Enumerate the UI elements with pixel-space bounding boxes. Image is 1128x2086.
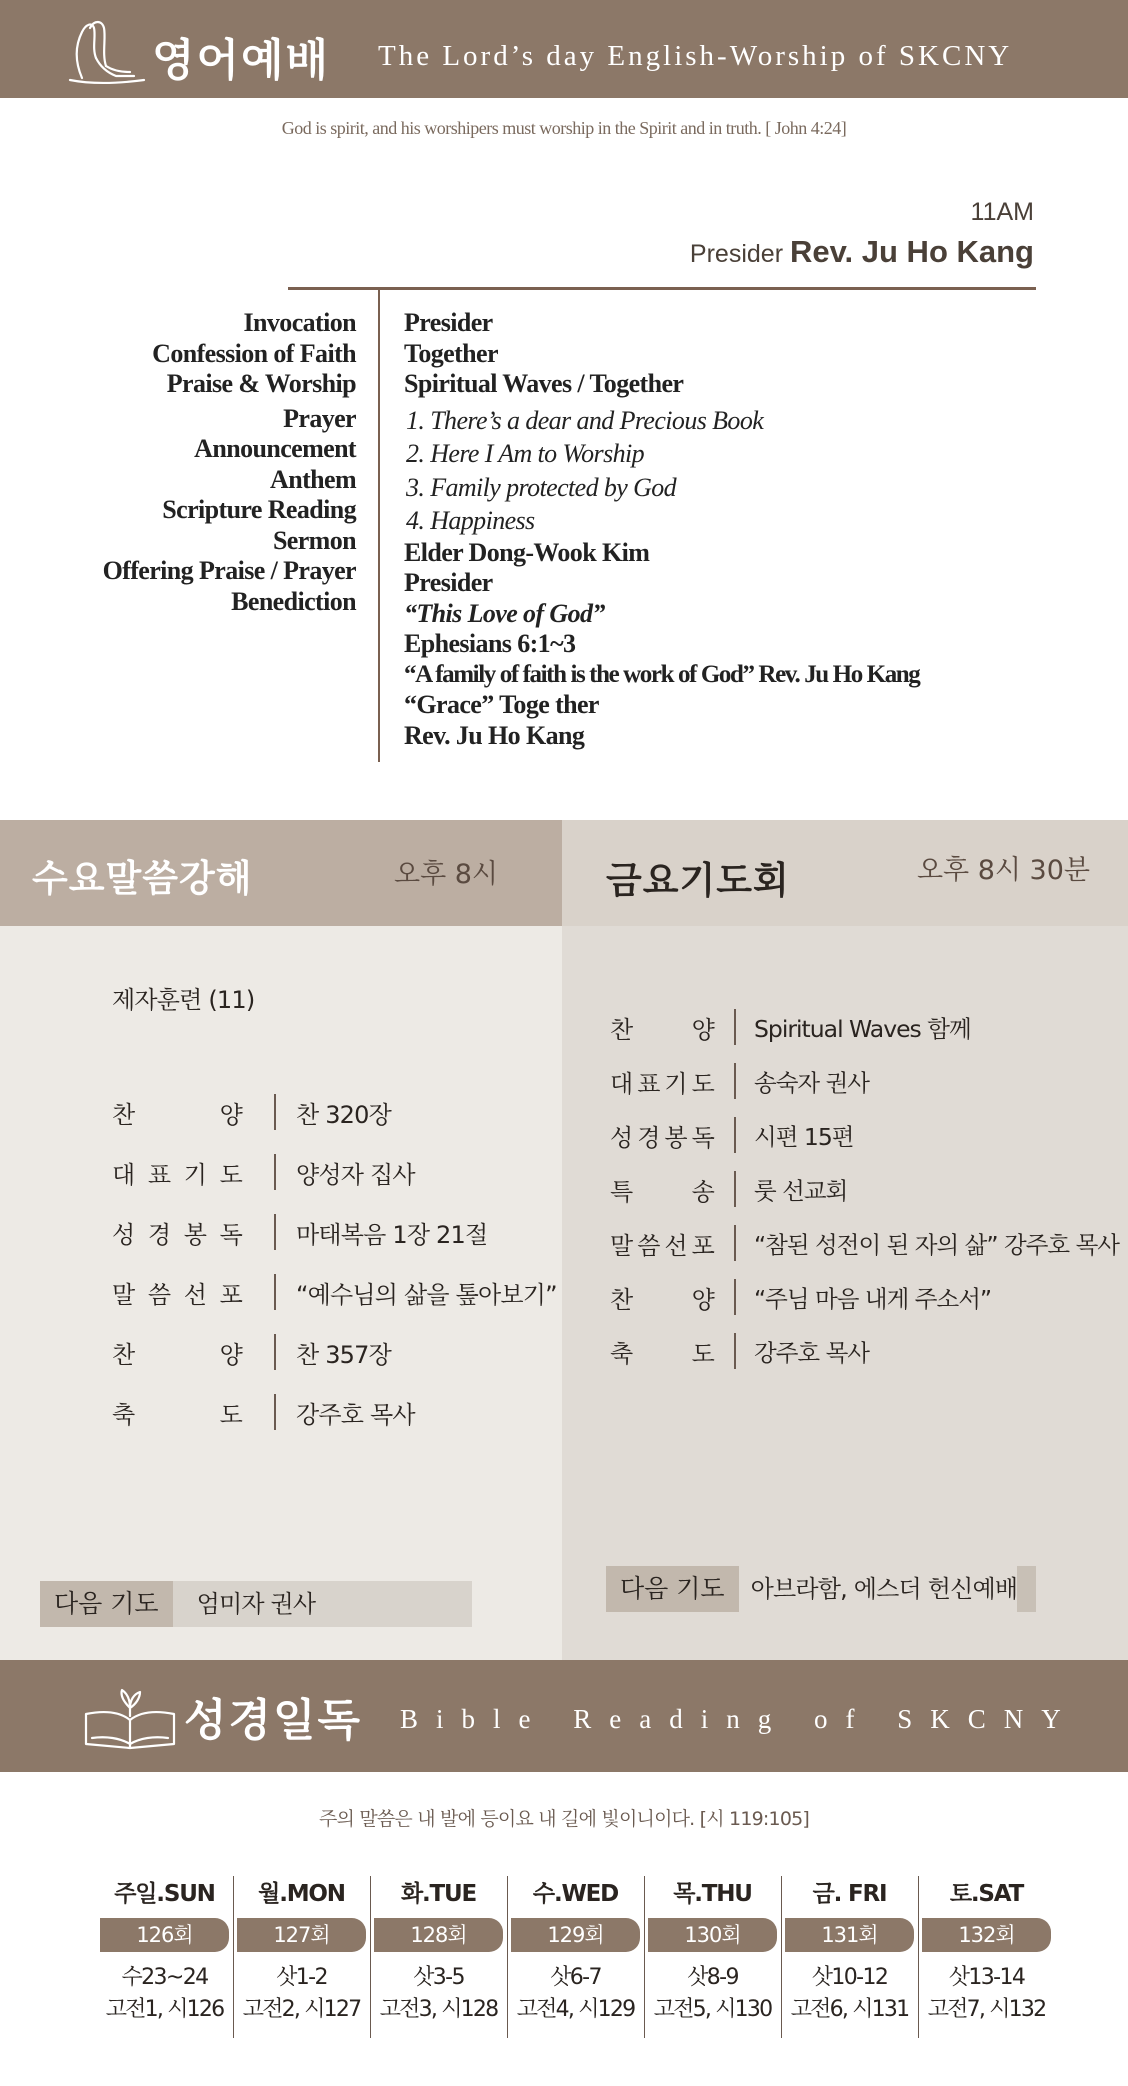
reading-day xyxy=(918,1870,1055,2026)
program-label-char: 씀 xyxy=(147,1280,171,1309)
program-row xyxy=(610,1324,1119,1378)
reading-ot: 수23~24 xyxy=(121,1965,208,1990)
program-divider xyxy=(734,1225,736,1261)
reading-nt: 고전4, 시129 xyxy=(516,1997,635,2022)
program-label-char: 포 xyxy=(219,1280,242,1309)
order-label: Prayer xyxy=(283,403,356,433)
program-label-char: 표 xyxy=(147,1160,171,1189)
bible-reading-band xyxy=(0,1660,1128,1772)
reading-number: 129회 xyxy=(511,1918,640,1952)
bible-title-ko: 성경일독 xyxy=(184,1695,363,1746)
order-value: “Grace” Toge ther xyxy=(404,690,599,719)
friday-program xyxy=(610,1000,1119,1378)
order-label: Praise & Worship xyxy=(166,369,356,398)
program-label xyxy=(610,1334,714,1369)
friday-time: 오후 8시 30분 xyxy=(916,855,1090,886)
program-row xyxy=(112,1082,557,1142)
program-divider xyxy=(274,1094,276,1130)
friday-panel xyxy=(562,926,1128,1660)
reading-number: 128회 xyxy=(374,1918,503,1952)
program-label-char: 찬 xyxy=(112,1340,135,1369)
wednesday-program xyxy=(112,1082,557,1442)
song-item: 2. Here I Am to Worship xyxy=(406,439,645,468)
reading-ot: 삿1-2 xyxy=(276,1965,327,1990)
order-value: Rev. Ju Ho Kang xyxy=(404,720,585,750)
program-row xyxy=(610,1000,1119,1054)
program-divider xyxy=(274,1154,276,1190)
program-label-char: 양 xyxy=(219,1100,242,1129)
reading-day xyxy=(96,1870,233,2026)
day-name: 월.MON xyxy=(258,1881,345,1907)
program-value: 룻 선교회 xyxy=(754,1177,848,1205)
reading-day xyxy=(370,1870,507,2026)
order-value: Presider xyxy=(404,568,493,597)
program-label-char: 독 xyxy=(219,1220,242,1249)
order-value: Ephesians 6:1~3 xyxy=(404,629,576,658)
program-label-char: 양 xyxy=(691,1015,714,1044)
reading-schedule xyxy=(96,1870,1055,2026)
next-prayer-value: 엄미자 권사 xyxy=(196,1590,316,1618)
program-label-char: 양 xyxy=(691,1285,714,1314)
program-value: “주님 마음 내게 주소서” xyxy=(754,1285,992,1313)
program-value: 송숙자 권사 xyxy=(754,1069,869,1097)
program-label-char: 도 xyxy=(219,1400,242,1429)
reading-ot: 삿10-12 xyxy=(811,1965,888,1990)
program-value: 강주호 목사 xyxy=(296,1400,415,1429)
reading-nt: 고전6, 시131 xyxy=(790,1997,909,2022)
song-item: 4. Happiness xyxy=(406,506,535,535)
program-label-char: 도 xyxy=(219,1160,242,1189)
reading-number: 127회 xyxy=(237,1918,366,1952)
presider-name: Rev. Ju Ho Kang xyxy=(789,234,1034,269)
program-label-char: 표 xyxy=(637,1069,660,1098)
program-value: 시편 15편 xyxy=(754,1123,854,1151)
program-label-char: 선 xyxy=(183,1280,207,1309)
program-label xyxy=(112,1155,242,1190)
reading-ot: 삿13-14 xyxy=(948,1965,1025,1990)
order-labels xyxy=(103,308,356,617)
reading-ot: 삿3-5 xyxy=(413,1965,464,1990)
program-label-char: 경 xyxy=(147,1220,171,1249)
divider-horizontal xyxy=(288,287,1036,290)
order-label: Announcement xyxy=(194,434,356,463)
friday-header xyxy=(562,820,1128,926)
wednesday-header xyxy=(0,820,562,926)
program-row xyxy=(112,1382,557,1442)
program-divider xyxy=(734,1063,736,1099)
reading-number: 131회 xyxy=(785,1918,914,1952)
program-divider xyxy=(734,1333,736,1369)
program-label xyxy=(610,1280,714,1315)
praying-hands-icon xyxy=(60,14,150,90)
program-label xyxy=(610,1010,714,1045)
program-value: 양성자 집사 xyxy=(296,1160,415,1189)
header-band xyxy=(0,0,1128,98)
program-label-char: 독 xyxy=(691,1123,714,1152)
program-value: 마태복음 1장 21절 xyxy=(296,1220,488,1249)
reading-ot: 삿8-9 xyxy=(687,1965,738,1990)
presider-line xyxy=(690,234,1034,270)
program-row xyxy=(610,1162,1119,1216)
program-label-char: 씀 xyxy=(637,1231,660,1260)
order-label: Invocation xyxy=(243,308,356,337)
program-row xyxy=(112,1142,557,1202)
order-value: “A family of faith is the work of God” Rev. Ju Ho Kang xyxy=(404,660,920,688)
order-values xyxy=(404,308,919,751)
order-label: Offering Praise / Prayer xyxy=(102,556,356,585)
reading-number: 126회 xyxy=(100,1918,229,1952)
reading-ot: 삿6-7 xyxy=(550,1965,601,1990)
program-row xyxy=(610,1108,1119,1162)
day-name: 금. FRI xyxy=(812,1881,887,1907)
day-name: 주일.SUN xyxy=(114,1881,215,1907)
reading-nt: 고전5, 시130 xyxy=(653,1997,772,2022)
program-value: 강주호 목사 xyxy=(754,1339,869,1367)
bible-verse: 주의 말씀은 내 발에 등이요 내 길에 빛이니이다. [시 119:105] xyxy=(318,1808,810,1830)
presider-label: Presider xyxy=(689,240,784,268)
program-row xyxy=(610,1054,1119,1108)
order-value: Elder Dong-Wook Kim xyxy=(404,537,650,567)
wednesday-panel xyxy=(0,926,562,1660)
order-value: Spiritual Waves / Together xyxy=(404,369,684,398)
program-label-char: 찬 xyxy=(112,1100,135,1129)
program-label-char: 특 xyxy=(610,1177,633,1206)
reading-number: 132회 xyxy=(922,1918,1051,1952)
bible-title-en: Bible Reading of SKCNY xyxy=(400,1704,1079,1734)
program-row xyxy=(112,1262,557,1322)
program-label-char: 봉 xyxy=(183,1220,207,1249)
reading-nt: 고전2, 시127 xyxy=(242,1997,361,2022)
next-prayer-label: 다음 기도 xyxy=(606,1566,739,1612)
program-label-char: 말 xyxy=(610,1231,633,1260)
header-title-en: The Lord’s day English-Worship of SKCNY xyxy=(378,40,1013,72)
program-label xyxy=(610,1064,714,1099)
reading-day xyxy=(233,1870,370,2026)
day-name: 토.SAT xyxy=(949,1881,1024,1907)
program-divider xyxy=(274,1334,276,1370)
program-value: 찬 320장 xyxy=(296,1100,392,1129)
program-label-char: 봉 xyxy=(664,1123,687,1152)
day-name: 목.THU xyxy=(673,1881,752,1907)
program-label-char: 축 xyxy=(610,1339,633,1368)
wednesday-next-prayer xyxy=(40,1581,472,1627)
reading-nt: 고전7, 시132 xyxy=(927,1997,1046,2022)
reading-nt: 고전1, 시126 xyxy=(105,1997,224,2022)
program-row xyxy=(610,1216,1119,1270)
program-label xyxy=(112,1395,242,1430)
program-label-char: 축 xyxy=(112,1400,135,1429)
reading-number: 130회 xyxy=(648,1918,777,1952)
program-label-char: 말 xyxy=(112,1280,135,1309)
day-name: 화.TUE xyxy=(400,1881,477,1907)
program-label xyxy=(610,1118,714,1153)
wednesday-time: 오후 8시 xyxy=(394,859,499,890)
program-label xyxy=(610,1172,714,1207)
program-row xyxy=(112,1322,557,1382)
next-prayer-value: 아브라함, 에스더 헌신예배 xyxy=(739,1566,1018,1612)
reading-day xyxy=(781,1870,918,2026)
program-label-char: 송 xyxy=(691,1177,714,1206)
program-value: “참된 성전이 된 자의 삶” 강주호 목사 xyxy=(754,1231,1119,1259)
order-label: Confession of Faith xyxy=(152,338,356,368)
program-divider xyxy=(734,1171,736,1207)
order-value: Together xyxy=(404,338,498,368)
reading-day xyxy=(644,1870,781,2026)
program-divider xyxy=(734,1279,736,1315)
program-value: Spiritual Waves 함께 xyxy=(754,1015,971,1043)
program-divider xyxy=(274,1394,276,1430)
program-divider xyxy=(734,1009,736,1045)
program-label-char: 대 xyxy=(610,1069,633,1098)
program-label-char: 기 xyxy=(183,1160,207,1189)
program-label-char: 도 xyxy=(691,1069,714,1098)
friday-next-prayer xyxy=(606,1566,1036,1612)
program-value: “예수님의 삶을 톺아보기” xyxy=(296,1280,557,1309)
open-bible-icon xyxy=(80,1686,180,1754)
program-label-char: 도 xyxy=(691,1339,714,1368)
program-label-char: 대 xyxy=(112,1160,135,1189)
song-item: 1. There’s a dear and Precious Book xyxy=(406,405,764,435)
order-value: “This Love of God” xyxy=(404,598,605,628)
program-label xyxy=(112,1335,242,1370)
program-label xyxy=(610,1226,714,1261)
program-divider xyxy=(734,1117,736,1153)
program-divider xyxy=(274,1274,276,1310)
program-label-char: 경 xyxy=(637,1123,660,1152)
order-label: Benediction xyxy=(231,586,356,616)
program-label-char: 기 xyxy=(664,1069,687,1098)
program-label-char: 선 xyxy=(664,1231,687,1260)
wednesday-subtitle: 제자훈련 (11) xyxy=(112,986,255,1014)
scripture-verse: God is spirit, and his worshipers must worship in the Spirit and in truth. [ John 4:24] xyxy=(281,118,847,138)
order-label: Sermon xyxy=(272,525,356,555)
program-label xyxy=(112,1095,242,1130)
program-label xyxy=(112,1275,242,1310)
reading-nt: 고전3, 시128 xyxy=(379,1997,498,2022)
program-label-char: 포 xyxy=(691,1231,714,1260)
order-label: Anthem xyxy=(270,464,356,494)
program-label-char: 성 xyxy=(610,1123,633,1152)
order-label: Scripture Reading xyxy=(162,495,356,524)
program-divider xyxy=(274,1214,276,1250)
day-name: 수.WED xyxy=(532,1881,619,1907)
program-label-char: 양 xyxy=(219,1340,242,1369)
program-label-char: 찬 xyxy=(610,1285,633,1314)
program-label-char: 찬 xyxy=(610,1015,633,1044)
program-value: 찬 357장 xyxy=(296,1340,392,1369)
program-row xyxy=(112,1202,557,1262)
divider-vertical xyxy=(378,290,380,762)
order-value: Presider xyxy=(404,308,493,337)
program-row xyxy=(610,1270,1119,1324)
friday-title: 금요기도회 xyxy=(606,859,790,902)
song-item: 3. Family protected by God xyxy=(406,472,677,502)
reading-day xyxy=(507,1870,644,2026)
header-title-ko: 영어예배 xyxy=(152,35,331,86)
next-prayer-label: 다음 기도 xyxy=(40,1581,173,1627)
program-label xyxy=(112,1215,242,1250)
wednesday-title: 수요말씀강해 xyxy=(32,857,253,900)
program-label-char: 성 xyxy=(112,1220,135,1249)
service-time: 11AM xyxy=(970,198,1034,226)
